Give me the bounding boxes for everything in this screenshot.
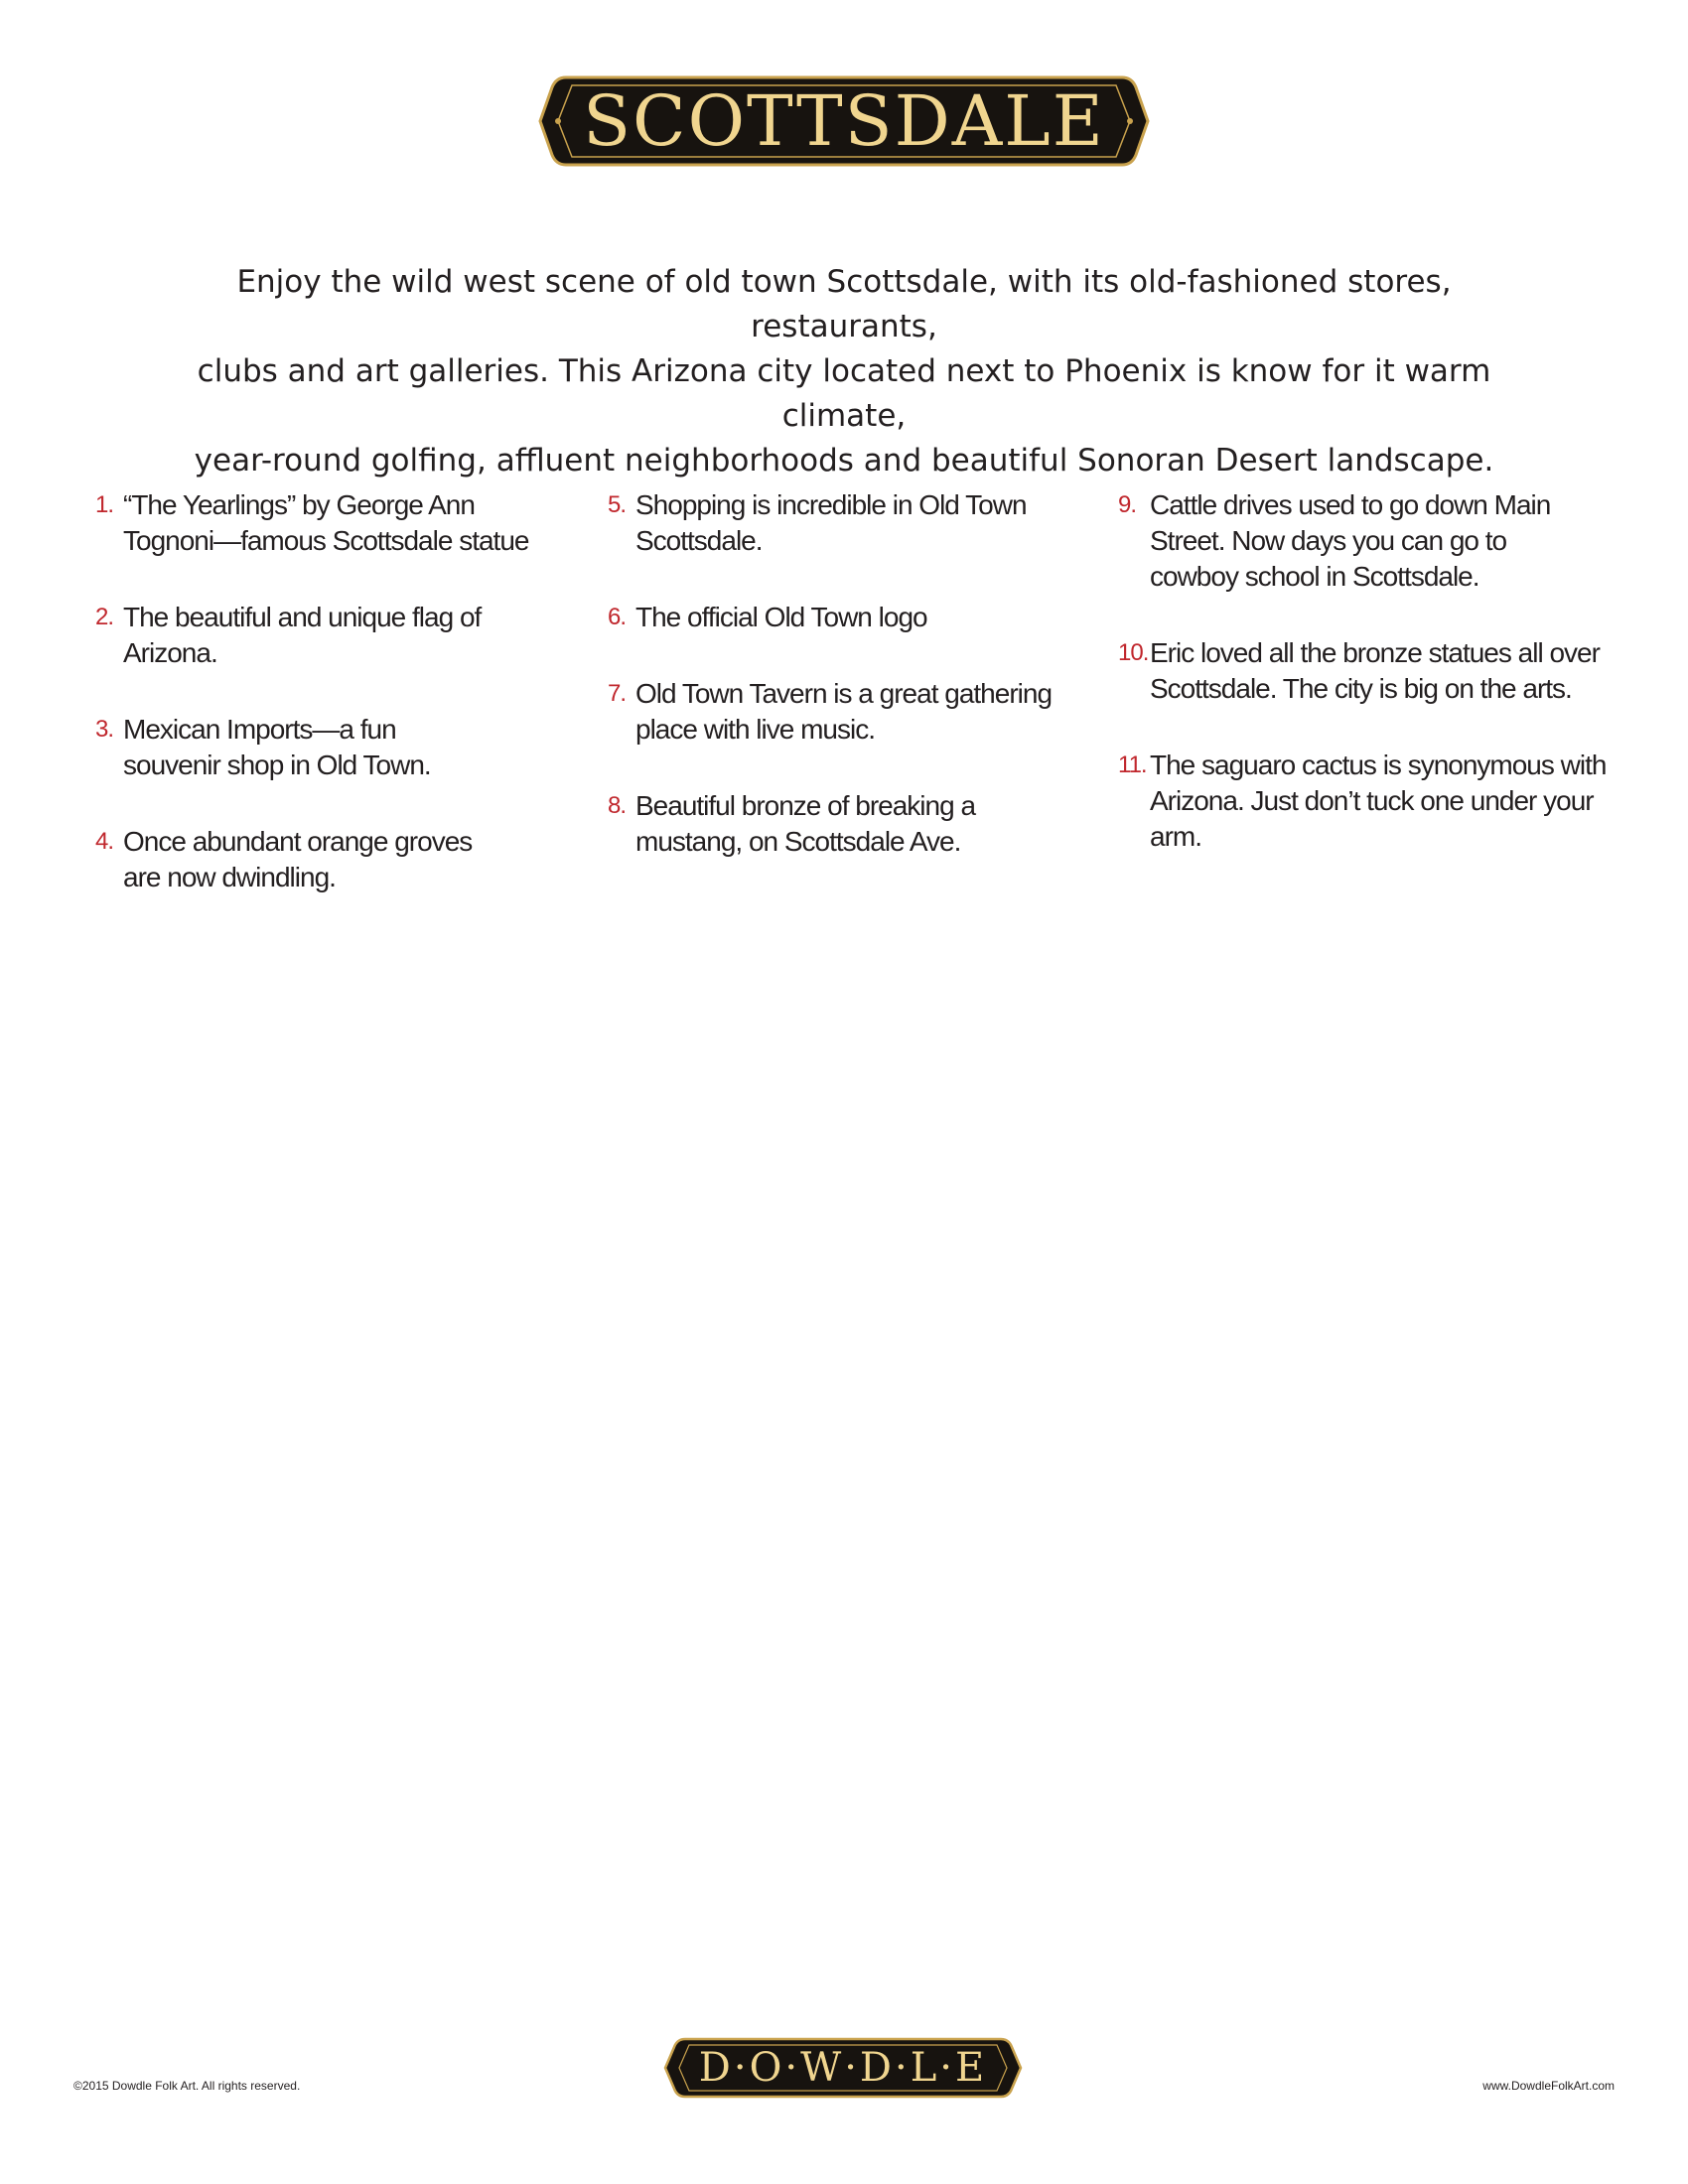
caption-text: place with live music. [635, 714, 875, 745]
caption-text: Shopping is incredible in Old Town Scottsdale. [635, 489, 1027, 556]
caption-item [608, 487, 1124, 559]
caption-item [1118, 748, 1634, 855]
caption-text: Old Town Tavern is a great gathering [635, 678, 1053, 709]
caption-number: 5. [608, 491, 627, 518]
caption-text: Tognoni—famous Scottsdale statue [123, 525, 529, 556]
caption-text: cowboy school in Scottsdale. [1150, 561, 1479, 592]
caption-item [608, 788, 1124, 860]
caption-text: “The Yearlings” by George Ann [123, 489, 475, 520]
caption-item [95, 600, 572, 671]
caption-number: 3. [95, 716, 114, 743]
brand-name: D·O·W·D·L·E [698, 2045, 988, 2091]
caption-number: 1. [95, 491, 114, 518]
caption-text: Mexican Imports—a fun [123, 714, 396, 745]
caption-text: The saguaro cactus is synonymous with [1150, 750, 1607, 780]
caption-item [1118, 487, 1634, 595]
caption-number: 11. [1118, 751, 1147, 778]
caption-item [95, 712, 572, 783]
copyright-notice: ©2015 Dowdle Folk Art. All rights reserved. [73, 2079, 301, 2093]
caption-column-2 [608, 487, 1124, 900]
caption-number: 8. [608, 792, 627, 819]
intro-line: Enjoy the wild west scene of old town Scottsdale, with its old-fashioned stores, restaurants, [236, 264, 1452, 344]
caption-item [95, 824, 572, 895]
caption-column-1 [95, 487, 572, 936]
caption-number: 10. [1118, 639, 1149, 666]
title-banner [536, 71, 1152, 171]
website-url[interactable]: www.DowdleFolkArt.com [1482, 2079, 1615, 2093]
caption-text: Arizona. Just don’t tuck one under your arm. [1150, 785, 1594, 852]
caption-text: Cattle drives used to go down Main [1150, 489, 1551, 520]
caption-text: are now dwindling. [123, 862, 336, 892]
caption-item [1118, 635, 1634, 707]
intro-line: clubs and art galleries. This Arizona city located next to Phoenix is know for it warm climate, [197, 353, 1491, 434]
caption-column-3 [1118, 487, 1634, 895]
caption-number: 6. [608, 604, 627, 630]
caption-text: souvenir shop in Old Town. [123, 750, 431, 780]
caption-text: The official Old Town logo [635, 602, 927, 632]
caption-item [608, 600, 1124, 635]
caption-text: mustang, on Scottsdale Ave. [635, 826, 961, 857]
caption-number: 4. [95, 828, 114, 855]
caption-text: The beautiful and unique flag of Arizona. [123, 602, 482, 668]
intro-line: year-round golfing, affluent neighborhoods and beautiful Sonoran Desert landscape. [194, 443, 1494, 478]
caption-number: 9. [1118, 491, 1137, 518]
caption-number: 7. [608, 680, 627, 707]
caption-item [608, 676, 1124, 748]
caption-item [95, 487, 572, 559]
page-title: SCOTTSDALE [583, 80, 1105, 162]
dowdle-logo [663, 2035, 1023, 2101]
intro-paragraph [149, 260, 1539, 483]
caption-text: Once abundant orange groves [123, 826, 473, 857]
caption-text: Beautiful bronze of breaking a [635, 790, 976, 821]
caption-number: 2. [95, 604, 114, 630]
caption-text: Scottsdale. The city is big on the arts. [1150, 673, 1572, 704]
caption-text: Eric loved all the bronze statues all over [1150, 637, 1600, 668]
caption-text: Street. Now days you can go to [1150, 525, 1507, 556]
